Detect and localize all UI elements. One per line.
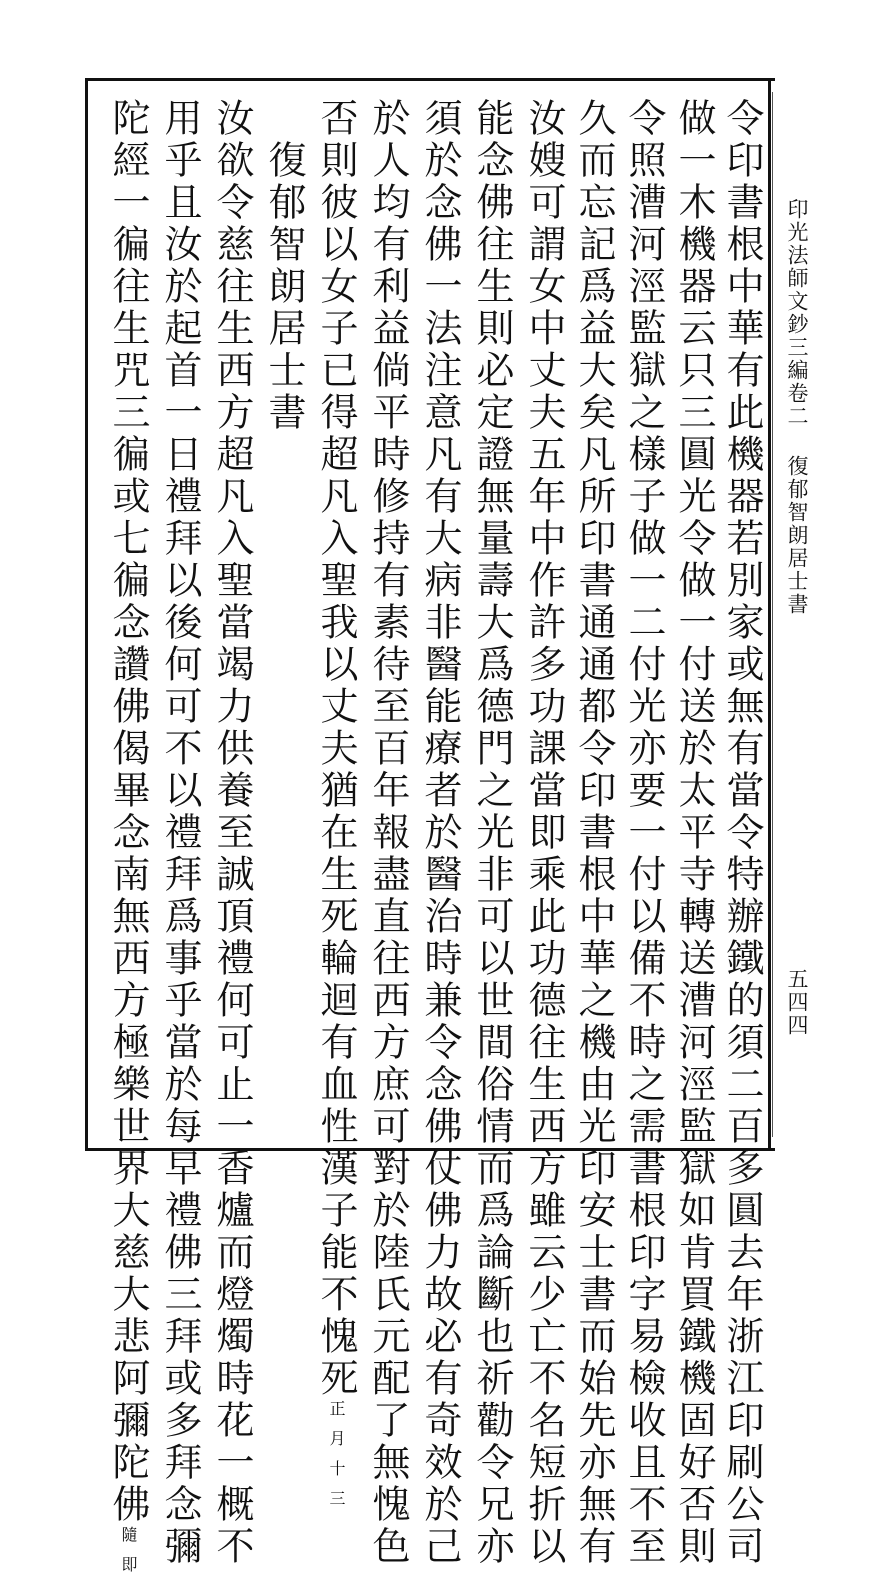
running-book-title: 印光法師文鈔三編卷二 [785,198,809,428]
text-column-9: 否則彼以女子已得超凡入聖我以丈夫猶在生死輪迴有血性漢子能不愧死正月十三 [314,98,358,1520]
text-column-13: 陀經一徧往生咒三徧或七徧念讚佛偈畢念南無西方極樂世界大慈大悲阿彌陀佛隨即 [106,98,150,1586]
running-section-title: 復郁智朗居士書 [785,455,809,616]
border-left-rule [85,78,88,1151]
margin-rule [772,92,773,1137]
text-column-3: 令照漕河涇監獄之樣子做一二付光亦要一付以備不時之需書根印字易檢收且不至 [622,98,666,1568]
letter-heading: 復郁智朗居士書 [262,140,306,434]
border-top-rule [85,78,775,81]
date-note: 正月十三 [327,1400,346,1520]
text-column-4: 久而忘記爲益大矣凡所印書通通都令印書根中華之機由光印安士書而始先亦無有 [572,98,616,1568]
text-column-11: 汝欲令慈往生西方超凡入聖當竭力供養至誠頂禮何可止一香爐而燈燭時花一概不 [210,98,254,1568]
page-number: 五四四 [785,968,809,1037]
text-column-1: 令印書根中華有此機器若別家或無有當令特辦鐵的須二百多圓去年浙江印刷公司 [720,98,764,1568]
text-column-8: 於人均有利益倘平時修持有素待至百年報盡直往西方庶可對於陸氏元配了無愧色 [366,98,410,1568]
text-column-7: 須於念佛一法注意凡有大病非醫能療者於醫治時兼令念佛仗佛力故必有奇效於己 [418,98,462,1568]
text-column-2: 做一木機器云只三圓光令做一付送於太平寺轉送漕河涇監獄如肯買鐵機固好否則 [672,98,716,1568]
text-column-12: 用乎且汝於起首一日禮拜以後何可不以禮拜爲事乎當於每早禮佛三拜或多拜念彌 [158,98,202,1568]
text-column-5: 汝嫂可謂女中丈夫五年中作許多功課當即乘此功德往生西方雖云少亡不名短折以 [522,98,566,1568]
continuation-note: 隨即 [119,1526,138,1586]
text-column-6: 能念佛往生則必定證無量壽大爲德門之光非可以世間俗情而爲論斷也祈勸令兄亦 [470,98,514,1568]
border-right-rule [768,78,771,1151]
